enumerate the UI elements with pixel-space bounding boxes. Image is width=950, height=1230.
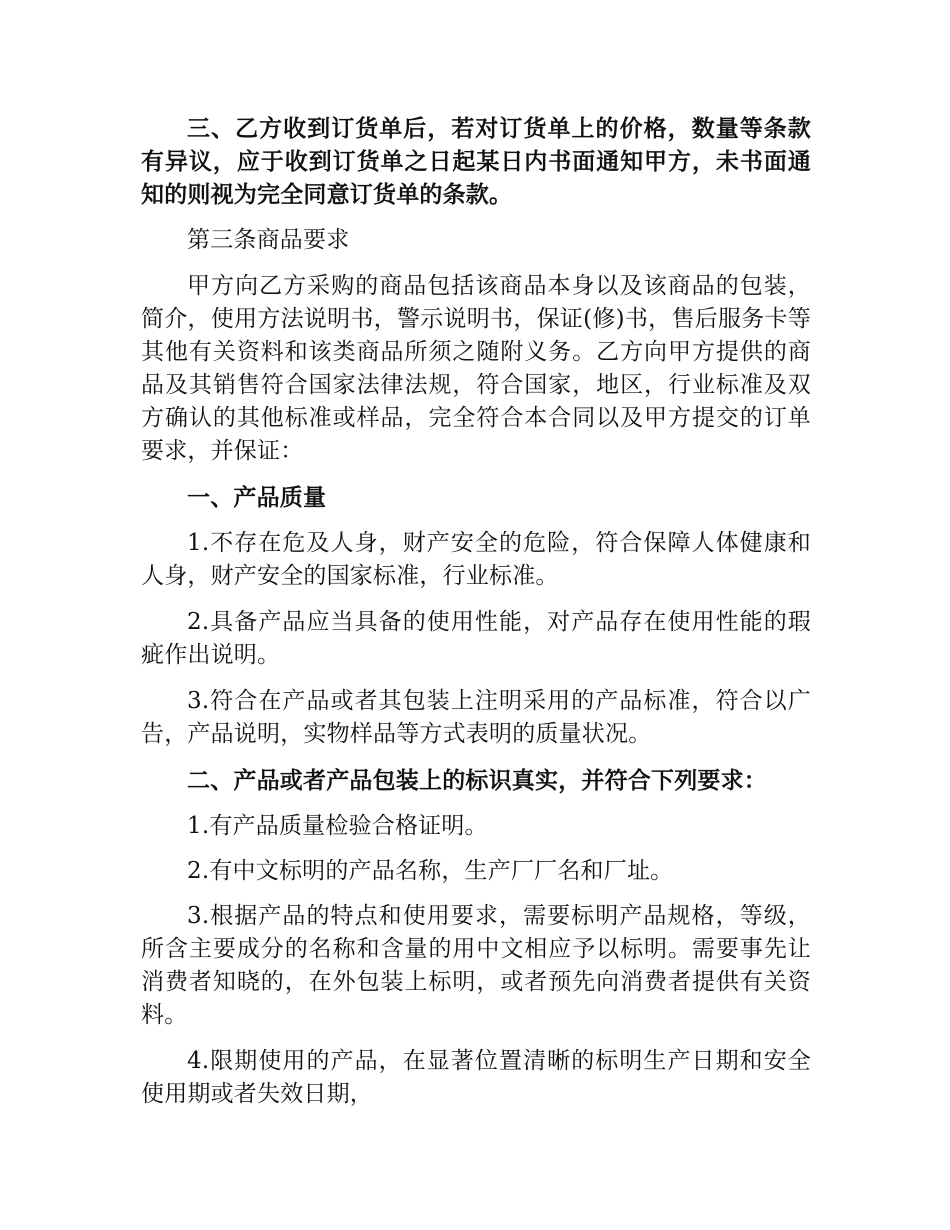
product-quality-heading: 一、产品质量 [187, 484, 327, 511]
article-three-heading: 第三条商品要求 [187, 227, 350, 253]
labeling-item-1: 1.有产品质量检验合格证明。 [187, 813, 488, 839]
quality-item-3: 3.符合在产品或者其包装上注明采用的产品标准，符合以广告，产品说明，实物样品等方式表明的质量状况。 [141, 688, 811, 747]
quality-item-1: 1.不存在危及人身，财产安全的危险，符合保障人体健康和人身，财产安全的国家标准，行业标准。 [141, 530, 811, 589]
goods-requirements-paragraph: 甲方向乙方采购的商品包括该商品本身以及该商品的包装，简介，使用方法说明书，警示说明书，保证(修)书，售后服务卡等其他有关资料和该类商品所须之随附义务。乙方向甲方提供的商品及其销售符合国家法律法规，符合国家，地区，行业标准及双方确认的其他标准或样品，完全符合本合同以及甲方提交的订单要求，并保证： [141, 273, 811, 464]
labeling-item-4: 4.限期使用的产品，在显著位置清晰的标明生产日期和安全使用期或者失效日期， [141, 1048, 811, 1107]
document-page [141, 112, 811, 1124]
quality-item-2: 2.具备产品应当具备的使用性能，对产品存在使用性能的瑕疵作出说明。 [141, 609, 811, 668]
labeling-item-2: 2.有中文标明的产品名称，生产厂厂名和厂址。 [187, 858, 674, 884]
clause-three-paragraph: 三、乙方收到订货单后，若对订货单上的价格，数量等条款有异议，应于收到订货单之日起某日内书面通知甲方，未书面通知的则视为完全同意订货单的条款。 [141, 115, 811, 208]
labeling-item-3: 3.根据产品的特点和使用要求，需要标明产品规格，等级，所含主要成分的名称和含量的用中文相应予以标明。需要事先让消费者知晓的，在外包装上标明，或者预先向消费者提供有关资料。 [141, 903, 811, 1028]
labeling-heading: 二、产品或者产品包装上的标识真实，并符合下列要求： [187, 767, 767, 794]
